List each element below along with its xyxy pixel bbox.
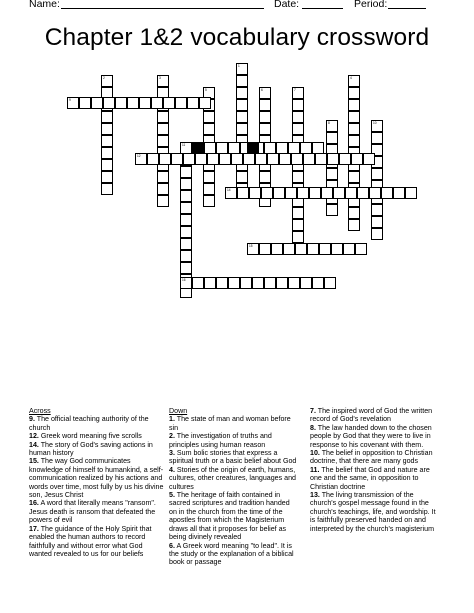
grid-cell[interactable] [175, 97, 187, 109]
grid-number: 14 [227, 187, 231, 192]
grid-cell[interactable] [157, 183, 169, 195]
down-heading: Down [169, 407, 188, 415]
grid-cell[interactable] [225, 187, 237, 199]
grid-cell[interactable] [355, 243, 367, 255]
grid-cell[interactable] [261, 187, 273, 199]
grid-cell[interactable] [348, 99, 360, 111]
grid-cell[interactable] [249, 187, 261, 199]
grid-cell[interactable] [157, 75, 169, 87]
grid-cell[interactable] [159, 153, 171, 165]
grid-cell[interactable] [139, 97, 151, 109]
grid-cell[interactable] [157, 195, 169, 207]
grid-cell[interactable] [273, 187, 285, 199]
grid-cell[interactable] [348, 123, 360, 135]
grid-number: 9 [69, 97, 71, 102]
grid-cell[interactable] [267, 153, 279, 165]
grid-cell[interactable] [192, 277, 204, 289]
grid-cell[interactable] [264, 277, 276, 289]
grid-cell[interactable] [171, 153, 183, 165]
grid-cell[interactable] [300, 277, 312, 289]
clue-number: 12. [29, 432, 39, 441]
grid-cell[interactable] [292, 111, 304, 123]
grid-cell[interactable] [157, 123, 169, 135]
clue-text: The way God communicates knowledge of himself to humankind, a self-communication realized by his actions and words over time, most fully by us his divine son, Jesus Christ [29, 457, 164, 500]
grid-cell[interactable] [295, 243, 307, 255]
grid-cell[interactable] [288, 277, 300, 289]
clue-text: The belief that God and nature are one and the same, in opposition to Christian doctrine [310, 465, 430, 491]
grid-cell[interactable] [101, 147, 113, 159]
grid-cell[interactable] [371, 228, 383, 240]
down-clues [169, 407, 299, 567]
grid-cell[interactable] [343, 243, 355, 255]
grid-cell[interactable] [101, 111, 113, 123]
grid-cell[interactable] [351, 153, 363, 165]
clue-text: Stories of the origin of earth, humans, cultures, other creatures, languages and cultures [169, 465, 296, 491]
page-title: Chapter 1&2 vocabulary crossword [44, 24, 430, 51]
across-heading: Across [29, 407, 51, 415]
clue-text: A word that literally means "ransom". Jesus death is ransom that defeated the powers of evil [29, 499, 156, 525]
grid-cell[interactable] [151, 97, 163, 109]
date-label: Date: [274, 0, 300, 10]
across-clues [29, 407, 164, 558]
grid-cell[interactable] [357, 187, 369, 199]
grid-cell[interactable] [101, 171, 113, 183]
grid-cell[interactable] [236, 75, 248, 87]
clue-number: 6. [169, 541, 175, 550]
grid-cell[interactable] [180, 214, 192, 226]
grid-cell[interactable] [331, 243, 343, 255]
clue-number: 11. [310, 465, 320, 474]
grid-cell[interactable] [236, 87, 248, 99]
grid-block [247, 142, 259, 154]
grid-cell[interactable] [279, 153, 291, 165]
clue-item [29, 415, 164, 432]
clue-text: The belief in opposition to Christian doctrine, that there are many gods [310, 449, 433, 466]
grid-cell[interactable] [303, 153, 315, 165]
grid-cell[interactable] [127, 97, 139, 109]
clue-number: 7. [310, 407, 316, 415]
clue-item [29, 432, 164, 440]
grid-number: 3 [159, 75, 161, 80]
grid-cell[interactable] [219, 153, 231, 165]
grid-cell[interactable] [236, 99, 248, 111]
clue-item [310, 424, 440, 449]
grid-cell[interactable] [348, 171, 360, 183]
grid-cell[interactable] [292, 87, 304, 99]
grid-cell[interactable] [363, 153, 375, 165]
clue-number: 8. [310, 423, 316, 432]
grid-cell[interactable] [103, 97, 115, 109]
grid-cell[interactable] [348, 75, 360, 87]
grid-cell[interactable] [203, 195, 215, 207]
clue-text: The guidance of the Holy Spirit that enabled the human authors to record faithfully and without error what God wanted revealed to us for our beliefs [29, 524, 152, 558]
grid-cell[interactable] [79, 97, 91, 109]
grid-cell[interactable] [292, 231, 304, 243]
grid-cell[interactable] [157, 171, 169, 183]
grid-cell[interactable] [91, 97, 103, 109]
grid-cell[interactable] [101, 183, 113, 195]
grid-cell[interactable] [228, 277, 240, 289]
grid-number: 16 [182, 277, 186, 282]
grid-number: 11 [182, 142, 186, 147]
grid-cell[interactable] [285, 187, 297, 199]
grid-cell[interactable] [283, 243, 295, 255]
grid-cell[interactable] [236, 171, 248, 183]
grid-number: 2 [103, 75, 105, 80]
clue-text: The official teaching authority of the church [29, 415, 149, 432]
clue-item [169, 466, 299, 491]
clue-item [29, 457, 164, 499]
grid-cell[interactable] [381, 187, 393, 199]
grid-number: 10 [373, 120, 377, 125]
grid-number: 8 [328, 120, 330, 125]
grid-cell[interactable] [321, 187, 333, 199]
grid-cell[interactable] [180, 202, 192, 214]
grid-cell[interactable] [315, 153, 327, 165]
grid-cell[interactable] [291, 153, 303, 165]
grid-cell[interactable] [292, 219, 304, 231]
grid-cell[interactable] [371, 168, 383, 180]
clue-item [310, 407, 440, 424]
grid-cell[interactable] [147, 153, 159, 165]
grid-number: 4 [350, 75, 352, 80]
grid-cell[interactable] [203, 123, 215, 135]
clue-text: The living transmission of the church's gospel message found in the church's teachings, life, and wordship. It is faithfully preserved handed on and interpreted by the church's magisterium [310, 491, 436, 533]
clue-number: 9. [29, 415, 35, 424]
grid-cell[interactable] [371, 132, 383, 144]
grid-cell[interactable] [199, 97, 211, 109]
clue-text: The inspired word of God the written record of God's revelation [310, 407, 433, 424]
grid-cell[interactable] [393, 187, 405, 199]
clue-item [169, 542, 299, 567]
clue-item [29, 525, 164, 559]
grid-number: 6 [261, 87, 263, 92]
grid-cell[interactable] [67, 97, 79, 109]
grid-cell[interactable] [309, 187, 321, 199]
grid-cell[interactable] [326, 132, 338, 144]
grid-cell[interactable] [297, 187, 309, 199]
clue-item [310, 449, 440, 466]
grid-cell[interactable] [115, 97, 127, 109]
grid-cell[interactable] [236, 111, 248, 123]
grid-number: 7 [294, 87, 296, 92]
clue-text: The state of man and woman before sin [169, 415, 291, 432]
grid-cell[interactable] [135, 153, 147, 165]
grid-cell[interactable] [157, 135, 169, 147]
clue-item [310, 466, 440, 491]
grid-cell[interactable] [101, 159, 113, 171]
grid-cell[interactable] [207, 153, 219, 165]
grid-cell[interactable] [195, 153, 207, 165]
grid-cell[interactable] [259, 87, 271, 99]
clue-number: 10. [310, 449, 320, 458]
clue-text: The law handed down to the chosen people by God that they were to live in response to his covenant with them. [310, 423, 432, 449]
clue-number: 13. [310, 491, 320, 500]
clue-text: The heritage of faith contained in sacred scriptures and tradition handed on in the church from the time of the apostles from which the Magisterium draws all that it proposes for belief as being divinely revealed [169, 491, 290, 542]
grid-cell[interactable] [405, 187, 417, 199]
grid-cell[interactable] [259, 243, 271, 255]
grid-cell[interactable] [319, 243, 331, 255]
clue-number: 2. [169, 432, 175, 441]
grid-number: 5 [205, 87, 207, 92]
grid-cell[interactable] [345, 187, 357, 199]
grid-cell[interactable] [180, 178, 192, 190]
clue-number: 1. [169, 415, 175, 424]
grid-cell[interactable] [292, 207, 304, 219]
grid-cell[interactable] [292, 99, 304, 111]
grid-number: 15 [249, 243, 253, 248]
grid-cell[interactable] [307, 243, 319, 255]
grid-cell[interactable] [243, 153, 255, 165]
grid-cell[interactable] [203, 171, 215, 183]
grid-cell[interactable] [183, 153, 195, 165]
grid-cell[interactable] [216, 277, 228, 289]
clue-item [169, 432, 299, 449]
clue-text: A Greek word meaning "to lead". It is the study or the explanation of a biblical book or passage [169, 541, 294, 567]
grid-cell[interactable] [236, 63, 248, 75]
grid-cell[interactable] [252, 277, 264, 289]
clue-text: Sum bolic stories that express a spiritual truth or a basic belief about God [169, 449, 297, 466]
clue-number: 3. [169, 449, 175, 458]
period-label: Period: [354, 0, 388, 10]
grid-cell[interactable] [259, 99, 271, 111]
grid-cell[interactable] [259, 123, 271, 135]
grid-cell[interactable] [326, 204, 338, 216]
grid-number: 12 [137, 153, 141, 158]
name-label: Name: [29, 0, 60, 10]
clue-number: 17. [29, 524, 39, 533]
grid-cell[interactable] [369, 187, 381, 199]
clue-item [29, 499, 164, 524]
grid-cell[interactable] [348, 111, 360, 123]
grid-cell[interactable] [163, 97, 175, 109]
grid-number: 1 [238, 63, 240, 68]
clue-item [169, 415, 299, 432]
clue-number: 16. [29, 499, 39, 508]
clue-number: 5. [169, 491, 175, 500]
grid-cell[interactable] [180, 277, 192, 289]
clue-number: 14. [29, 440, 39, 449]
grid-cell[interactable] [259, 171, 271, 183]
grid-cell[interactable] [101, 75, 113, 87]
grid-cell[interactable] [237, 187, 249, 199]
clue-text: The investigation of truths and principles using human reason [169, 432, 272, 449]
grid-cell[interactable] [348, 219, 360, 231]
clue-text: Greek word meaning five scrolls [38, 432, 142, 441]
grid-cell[interactable] [348, 135, 360, 147]
grid-cell[interactable] [333, 187, 345, 199]
grid-cell[interactable] [240, 277, 252, 289]
grid-cell[interactable] [371, 204, 383, 216]
grid-cell[interactable] [339, 153, 351, 165]
clue-text: The story of God's saving actions in human history [29, 440, 153, 458]
grid-cell[interactable] [231, 153, 243, 165]
grid-cell[interactable] [326, 168, 338, 180]
grid-cell[interactable] [292, 171, 304, 183]
clue-item [310, 491, 440, 533]
grid-cell[interactable] [180, 190, 192, 202]
grid-cell[interactable] [203, 183, 215, 195]
grid-cell[interactable] [271, 243, 283, 255]
grid-cell[interactable] [371, 120, 383, 132]
grid-block [191, 142, 203, 154]
clue-item [169, 491, 299, 541]
down-clues-continued [310, 407, 440, 533]
grid-cell[interactable] [101, 135, 113, 147]
grid-cell[interactable] [180, 238, 192, 250]
grid-cell[interactable] [326, 120, 338, 132]
grid-cell[interactable] [236, 123, 248, 135]
grid-cell[interactable] [180, 250, 192, 262]
clue-item [29, 441, 164, 458]
clue-number: 4. [169, 465, 175, 474]
grid-cell[interactable] [324, 277, 336, 289]
grid-cell[interactable] [180, 262, 192, 274]
grid-cell[interactable] [180, 226, 192, 238]
grid-cell[interactable] [255, 153, 267, 165]
clue-item [169, 449, 299, 466]
grid-cell[interactable] [348, 87, 360, 99]
grid-cell[interactable] [348, 207, 360, 219]
grid-cell[interactable] [276, 277, 288, 289]
grid-cell[interactable] [101, 123, 113, 135]
grid-cell[interactable] [204, 277, 216, 289]
grid-cell[interactable] [157, 111, 169, 123]
grid-cell[interactable] [180, 166, 192, 178]
grid-cell[interactable] [187, 97, 199, 109]
grid-cell[interactable] [371, 216, 383, 228]
grid-cell[interactable] [259, 111, 271, 123]
clue-number: 15. [29, 457, 39, 466]
grid-cell[interactable] [327, 153, 339, 165]
grid-cell[interactable] [292, 123, 304, 135]
grid-cell[interactable] [203, 111, 215, 123]
grid-cell[interactable] [312, 277, 324, 289]
grid-cell[interactable] [247, 243, 259, 255]
